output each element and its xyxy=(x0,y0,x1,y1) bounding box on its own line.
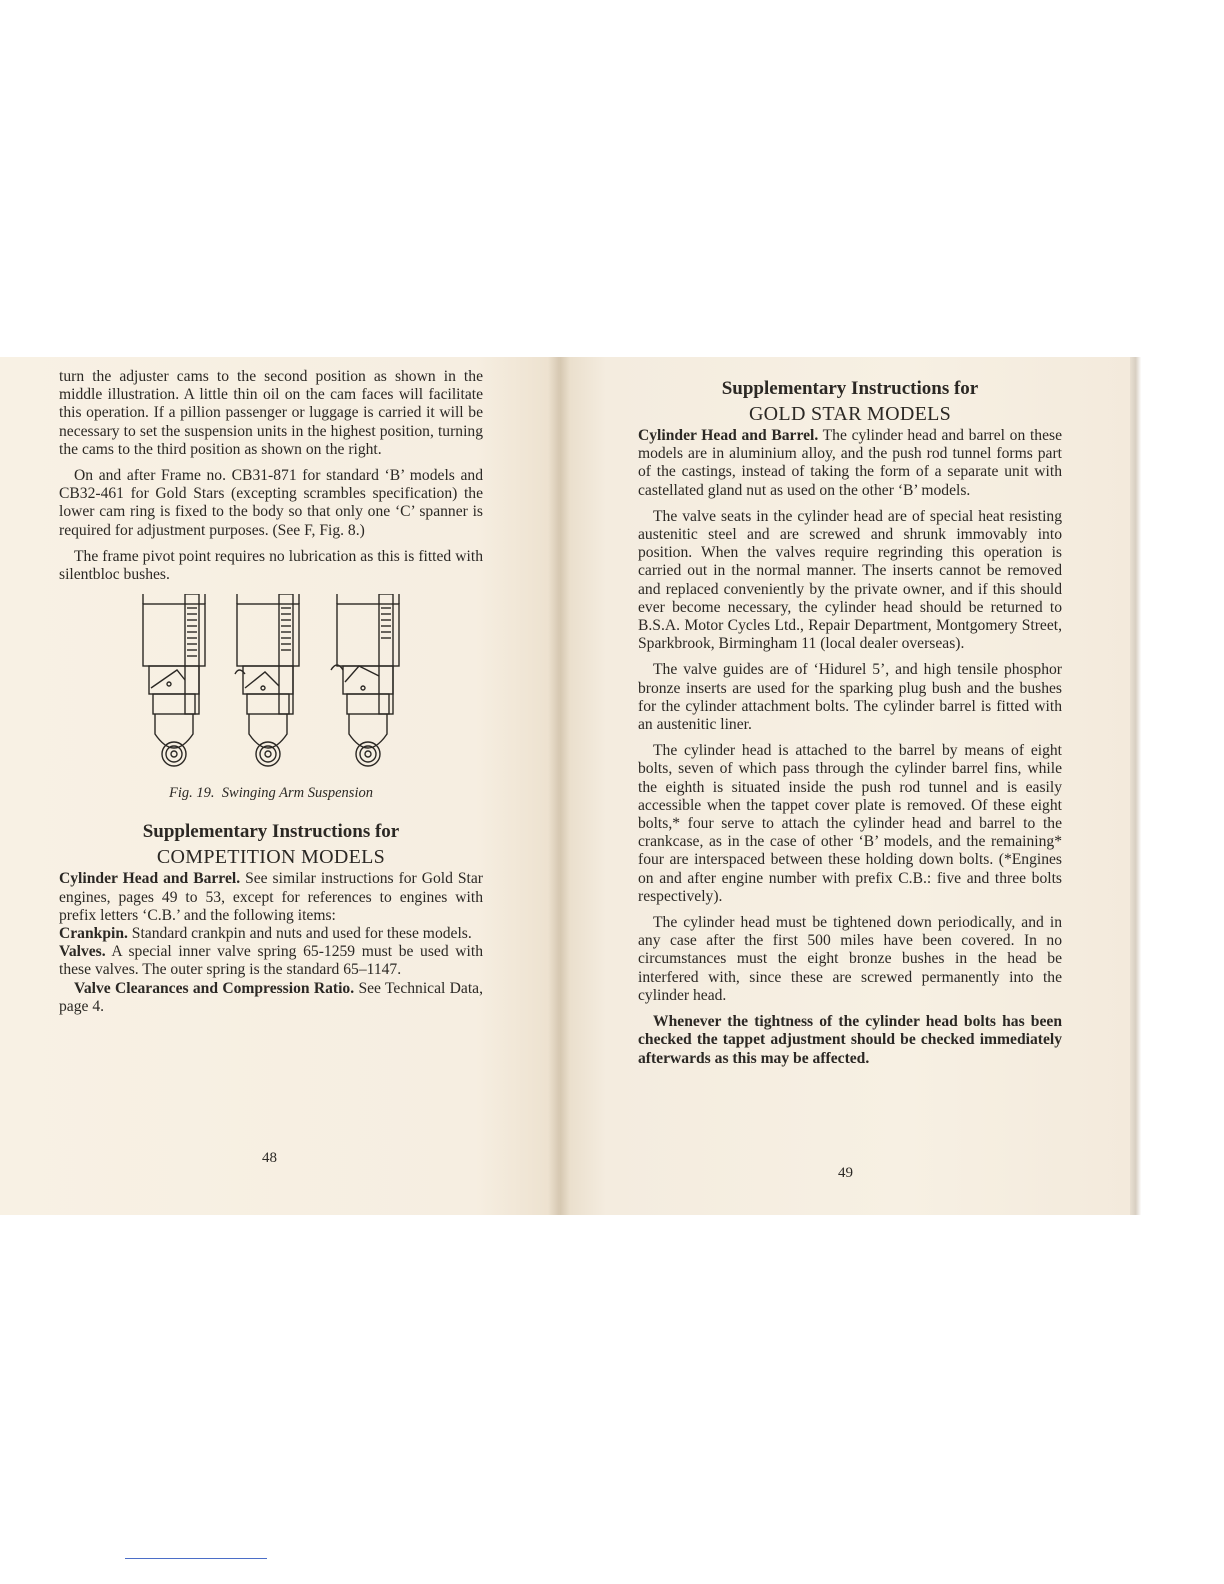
page-number-left: 48 xyxy=(262,1150,277,1166)
paragraph: The cylinder head is attached to the barrel by means of eight bolts, seven of which pass through the cylinder barrel fins, while the eighth is situated inside the push rod tunnel and is easily accessible when the tappet cover plate is removed. Of these eight bolts,* four serve to attach the cylinder head and barrel to the crankcase, as in the case of other ‘B’ models, and the remaining* four are interspaced between these holding down bolts. (*Engines on and after engine number with prefix C.B.: five and three bolts respectively). xyxy=(638,742,1062,905)
page-edge xyxy=(1130,357,1224,1215)
bold-note: Whenever the tightness of the cylinder head bolts has been checked the tappet adjustment should be checked immediately afterwards as this may be affected. xyxy=(638,1013,1062,1067)
list-item xyxy=(59,925,483,943)
item-text: See similar instructions for Gold Star engines, pages 49 to 53, except for references to engines with prefix letters ‘C.B.’ and the following items: xyxy=(59,870,483,924)
book-gutter xyxy=(548,357,570,1215)
heading-line1: Supplementary Instructions for xyxy=(142,821,400,843)
paragraph: On and after Frame no. CB31-871 for standard ‘B’ models and CB32-461 for Gold Stars (excepting scrambles specification) the lower cam ring is fixed to the body so that only one ‘C’ spanner is required for adjustment purposes. (See F, Fig. 8.) xyxy=(59,467,483,539)
item-text: See Technical Data, page 4. xyxy=(59,979,483,1015)
divider-line xyxy=(125,1558,267,1559)
left-page-text xyxy=(59,368,483,1016)
figure-caption-label: Fig. 19. xyxy=(169,785,215,802)
list-item xyxy=(59,943,483,979)
paragraph-lead: Cylinder Head and Barrel. xyxy=(638,427,819,444)
paragraph: The valve guides are of ‘Hidurel 5’, and high tensile phosphor bronze inserts are used for the sparking plug bush and the bushes for the cylinder attachment bolts. The cylinder barrel is fitted with an austenitic liner. xyxy=(638,661,1062,734)
item-lead: Valves. xyxy=(59,943,106,961)
swinging-arm-suspension-illustration xyxy=(139,594,409,784)
heading-line2: GOLD STAR MODELS xyxy=(748,403,952,425)
item-text: A special inner valve spring 65-1259 must be used with these valves. The outer spring is the standard 65–1147. xyxy=(59,943,483,979)
figure-caption-text: Swinging Arm Suspension xyxy=(221,785,373,802)
item-lead: Valve Clearances and Compression Ratio. xyxy=(74,979,355,997)
paragraph: The cylinder head must be tightened down periodically, and in any case after the first 500 miles have been covered. In no circumstances must the eight bronze bushes in the head be interfered with, since these are screwed permanently into the cylinder head. xyxy=(638,914,1062,1004)
item-text: Standard crankpin and nuts and used for these models. xyxy=(127,925,472,943)
right-page-text xyxy=(638,377,1062,1068)
suspension-figure xyxy=(59,594,483,784)
item-lead: Crankpin. xyxy=(59,925,128,943)
page-number-right: 49 xyxy=(838,1165,853,1181)
paragraph: turn the adjuster cams to the second position as shown in the middle illustration. A little thin oil on the cam faces will facilitate this operation. If a pillion passenger or luggage is carried it will be necessary to set the suspension units in the highest position, turning the cams to the third position as shown on the right. xyxy=(59,368,483,458)
paragraph: The valve seats in the cylinder head are of special heat resisting austenitic steel and are screwed and shrunk immovably into position. When the valves require regrinding this operation is carried out in the normal manner. The inserts cannot be removed and replaced conveniently by the private owner, and if this should ever become necessary, the cylinder head should be returned to B.S.A. Motor Cycles Ltd., Repair Department, Montgomery Street, Sparkbrook, Birmingham 11 (local dealer overseas). xyxy=(638,507,1062,653)
heading-line1: Supplementary Instructions for xyxy=(721,378,979,399)
paragraph: The frame pivot point requires no lubrication as this is fitted with silentbloc bushes. xyxy=(59,547,483,584)
paragraph-text: The cylinder head and barrel on these models are in aluminium alloy, and the push rod tunnel forms part of the castings, instead of taking the form of a separate unit with castellated gland nut as used on the other ‘B’ models. xyxy=(638,427,1062,499)
competition-heading xyxy=(59,820,483,870)
list-item xyxy=(59,870,483,925)
heading-line2: COMPETITION MODELS xyxy=(156,846,386,869)
item-lead: Cylinder Head and Barrel. xyxy=(59,870,241,888)
paragraph xyxy=(638,427,1062,500)
figure-caption xyxy=(59,784,483,802)
list-item xyxy=(59,980,483,1016)
gold-star-heading xyxy=(638,377,1062,427)
